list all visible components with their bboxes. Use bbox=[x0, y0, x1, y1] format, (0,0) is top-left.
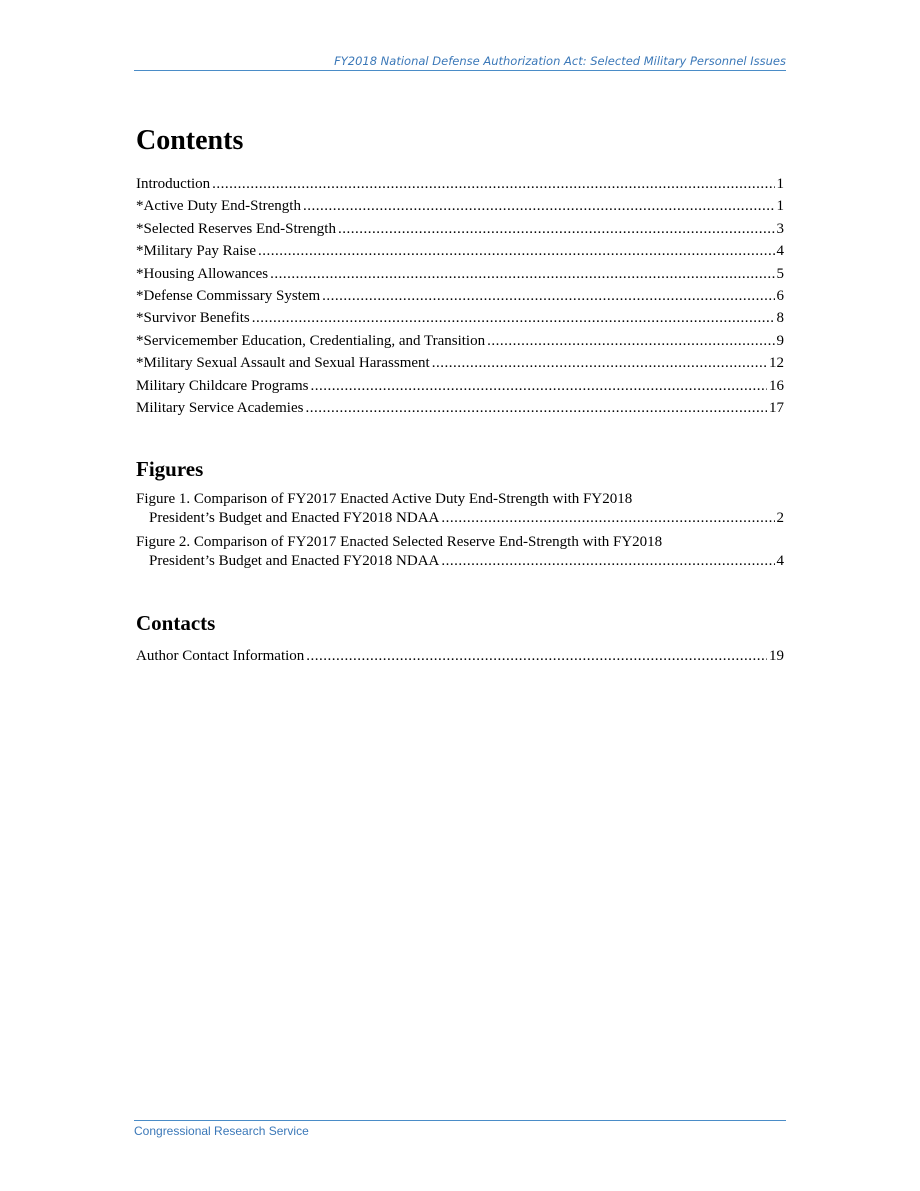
figure-caption-line-1: Figure 1. Comparison of FY2017 Enacted Active Duty End-Strength with FY2018 bbox=[136, 491, 633, 507]
toc-entry-page-number: 1 bbox=[776, 198, 784, 215]
toc-entry-page-number: 16 bbox=[769, 377, 784, 394]
contacts-heading: Contacts bbox=[136, 611, 216, 635]
toc-entry-page-number: 8 bbox=[776, 310, 784, 327]
dot-leader bbox=[441, 509, 774, 528]
toc-entry-page-number: 6 bbox=[776, 288, 784, 305]
toc-entry-label: *Survivor Benefits bbox=[136, 310, 250, 327]
running-footer bbox=[134, 1120, 786, 1139]
toc-entry-label: *Defense Commissary System bbox=[136, 288, 321, 305]
contents-heading: Contents bbox=[136, 125, 244, 156]
toc-entry-survivor-benefits[interactable] bbox=[136, 307, 784, 329]
toc-entry-page-number: 9 bbox=[776, 332, 784, 349]
toc-entry-page-number: 12 bbox=[769, 355, 784, 372]
toc-entry-label: *Servicemember Education, Credentialing, and Transition bbox=[136, 332, 486, 349]
contents-list bbox=[136, 173, 784, 419]
figures-heading: Figures bbox=[136, 457, 204, 481]
dot-leader bbox=[487, 330, 774, 352]
figure-caption-line-2: President’s Budget and Enacted FY2018 NDAA bbox=[149, 553, 440, 569]
dot-leader bbox=[303, 195, 775, 217]
toc-entry-label: Introduction bbox=[136, 176, 211, 192]
toc-entry-figure-2[interactable] bbox=[136, 533, 784, 571]
figures-list bbox=[136, 490, 784, 576]
toc-entry-label: *Selected Reserves End-Strength bbox=[136, 220, 336, 237]
footer-publisher: Congressional Research Service bbox=[134, 1124, 309, 1138]
toc-entry-label: Author Contact Information bbox=[136, 648, 305, 664]
toc-entry-page-number: 4 bbox=[776, 243, 784, 260]
toc-entry-housing-allowances[interactable] bbox=[136, 263, 784, 285]
toc-entry-label: Military Childcare Programs bbox=[136, 377, 309, 394]
toc-entry-page-number: 2 bbox=[776, 510, 784, 526]
dot-leader bbox=[441, 552, 774, 571]
toc-entry-introduction[interactable] bbox=[136, 173, 784, 195]
dot-leader bbox=[305, 397, 767, 419]
toc-entry-label: *Housing Allowances bbox=[136, 265, 269, 282]
figure-caption-line-2: President’s Budget and Enacted FY2018 NDAA bbox=[149, 510, 440, 526]
dot-leader bbox=[212, 173, 774, 195]
toc-entry-page-number: 19 bbox=[769, 648, 784, 664]
toc-entry-page-number: 3 bbox=[776, 220, 784, 237]
dot-leader bbox=[432, 352, 767, 374]
toc-entry-page-number: 17 bbox=[769, 400, 784, 417]
toc-entry-selected-reserves-end-strength[interactable] bbox=[136, 218, 784, 240]
contacts-list bbox=[136, 645, 784, 667]
running-header-title: FY2018 National Defense Authorization Act: Selected Military Personnel Issues bbox=[334, 54, 786, 68]
figure-caption-line-1: Figure 2. Comparison of FY2017 Enacted Selected Reserve End-Strength with FY2018 bbox=[136, 534, 663, 550]
toc-entry-figure-1[interactable] bbox=[136, 490, 784, 528]
toc-entry-military-sexual-assault[interactable] bbox=[136, 352, 784, 374]
dot-leader bbox=[252, 307, 775, 329]
dot-leader bbox=[322, 285, 774, 307]
running-header bbox=[134, 54, 786, 71]
toc-entry-author-contact-information[interactable] bbox=[136, 645, 784, 667]
toc-entry-active-duty-end-strength[interactable] bbox=[136, 195, 784, 217]
toc-entry-military-childcare-programs[interactable] bbox=[136, 375, 784, 397]
dot-leader bbox=[338, 218, 775, 240]
toc-entry-military-pay-raise[interactable] bbox=[136, 240, 784, 262]
toc-entry-page-number: 4 bbox=[776, 553, 784, 569]
dot-leader bbox=[310, 375, 767, 397]
toc-entry-label: *Military Pay Raise bbox=[136, 243, 256, 260]
toc-entry-servicemember-education[interactable] bbox=[136, 330, 784, 352]
dot-leader bbox=[258, 240, 775, 262]
dot-leader bbox=[306, 645, 767, 667]
dot-leader bbox=[270, 263, 774, 285]
toc-entry-label: *Active Duty End-Strength bbox=[136, 198, 301, 215]
toc-entry-page-number: 1 bbox=[776, 176, 784, 192]
toc-entry-military-service-academies[interactable] bbox=[136, 397, 784, 419]
toc-entry-page-number: 5 bbox=[776, 265, 784, 282]
toc-entry-label: *Military Sexual Assault and Sexual Harassment bbox=[136, 355, 430, 372]
toc-entry-defense-commissary-system[interactable] bbox=[136, 285, 784, 307]
toc-entry-label: Military Service Academies bbox=[136, 400, 304, 417]
